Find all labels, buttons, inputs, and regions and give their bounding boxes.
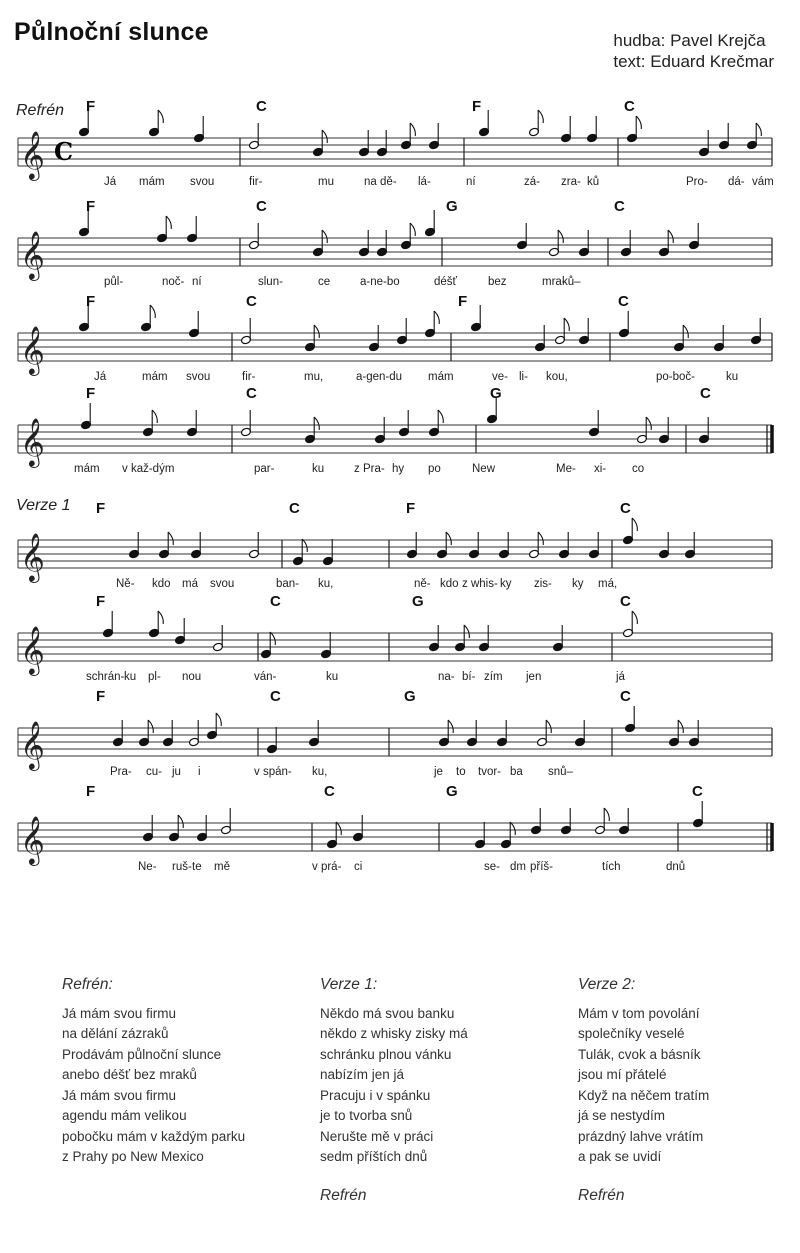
column-footer: Refrén [578, 1186, 625, 1204]
common-time-icon: C [54, 137, 74, 166]
lyric-syllable: ván- [254, 671, 277, 683]
lyric-line: Nerušte mě v práci [320, 1128, 434, 1144]
lyric-syllable: má [182, 578, 198, 590]
note-flag [158, 110, 163, 123]
lyric-line: na dělání zázraků [62, 1026, 169, 1041]
note-flag [448, 720, 453, 733]
lyric-syllable: xi- [594, 463, 607, 475]
note-flag [604, 808, 609, 821]
chord-symbol: C [246, 385, 257, 402]
lyric-syllable: mám [139, 176, 165, 188]
chord-symbol: C [692, 783, 703, 800]
lyric-syllable: ků– [562, 276, 581, 288]
note-flag [322, 130, 327, 143]
lyrics-credit: text: Eduard Krečmar [613, 52, 774, 71]
treble-clef-icon: 𝄞 [20, 625, 45, 674]
lyric-syllable: mám [74, 463, 100, 475]
lyric-syllable: mu [318, 176, 334, 188]
lyric-syllable: ku [326, 671, 339, 683]
lyric-syllable: ky [500, 578, 512, 590]
lyric-syllable: po-boč- [656, 371, 695, 383]
music-credit: hudba: Pavel Krejča [613, 31, 766, 50]
lyric-line: Mám v tom povolání [578, 1005, 700, 1021]
lyric-syllable: ce [318, 276, 331, 288]
note-flag [314, 417, 319, 430]
lyric-syllable: se- [484, 861, 500, 873]
lyric-syllable: zis- [534, 578, 552, 590]
note-flag [322, 230, 327, 243]
lyric-syllable: ku [124, 671, 137, 683]
lyric-syllable: mu, [304, 371, 324, 383]
chord-symbol: G [404, 688, 416, 705]
chord-symbol: F [472, 98, 482, 115]
lyric-syllable: v kaž-dým [122, 463, 175, 475]
note-flag [336, 822, 341, 835]
lyric-line: Prodávám půlnoční slunce [62, 1046, 222, 1062]
lyric-syllable: po [428, 463, 441, 475]
chord-symbol: C [270, 593, 281, 610]
lyric-syllable: Ne- [138, 861, 157, 873]
chord-symbol: G [446, 783, 458, 800]
lyric-syllable: Ně- [116, 578, 135, 590]
note-flag [632, 518, 637, 531]
note-flag [446, 532, 451, 545]
lyric-line: nabízím jen já [320, 1067, 405, 1082]
chord-symbol: F [86, 783, 96, 800]
lyric-line: sedm příštích dnů [320, 1149, 428, 1164]
lyric-line: jsou mí přátelé [578, 1067, 667, 1082]
lyric-syllable: mám [142, 371, 168, 383]
lyric-syllable: ve- [492, 371, 508, 383]
lyric-syllable: vám [752, 176, 774, 188]
treble-clef-icon: 𝄞 [20, 532, 45, 581]
lyric-syllable: svou [186, 371, 211, 383]
score-system [14, 783, 776, 915]
chord-symbol: F [406, 500, 416, 517]
chord-symbol: C [256, 98, 267, 115]
treble-clef-icon: 𝄞 [20, 325, 45, 374]
lyric-syllable: svou [190, 176, 215, 188]
note-flag [410, 223, 415, 236]
lyric-syllable: ní [466, 176, 476, 188]
lyric-syllable: kou, [546, 371, 568, 383]
note-flag [216, 713, 221, 726]
column-heading: Verze 2: [578, 976, 636, 993]
lyric-syllable: slun- [258, 276, 283, 288]
chord-symbol: C [614, 198, 625, 215]
chord-symbol: C [620, 500, 631, 517]
lyric-syllable: mra- [542, 276, 566, 288]
lyric-syllable: zá- [524, 176, 540, 188]
lyric-syllable: v prá- [312, 861, 342, 873]
note-flag [410, 123, 415, 136]
lyric-syllable: zra- [561, 176, 581, 188]
lyric-syllable: ci [354, 861, 363, 873]
song-title: Půlnoční slunce [14, 18, 209, 46]
lyric-line: je to tvorba snů [320, 1108, 413, 1123]
lyric-syllable: snů– [548, 766, 573, 778]
section-label-verze1: Verze 1 [16, 497, 71, 514]
note-flag [564, 318, 569, 331]
lyric-syllable: bí- [462, 671, 476, 683]
chord-symbol: F [86, 98, 96, 115]
lyric-syllable: na- [438, 671, 455, 683]
treble-clef-icon: 𝄞 [20, 417, 45, 466]
lyric-syllable: to [456, 766, 466, 778]
lyric-syllable: půl- [104, 276, 124, 288]
lyric-line: Já mám svou firmu [62, 1005, 177, 1021]
chord-symbol: C [324, 783, 335, 800]
lyric-syllable: tvor- [478, 766, 501, 778]
lyric-syllable: Pro- [686, 176, 708, 188]
lyric-line: Když na něčem tratím [578, 1087, 710, 1103]
lyrics-column-verze2 [578, 975, 800, 1206]
chord-symbol: C [246, 293, 257, 310]
score-system [14, 385, 776, 517]
lyric-syllable: z Pra- [354, 463, 385, 475]
lyric-syllable: dá- [728, 176, 745, 188]
lyric-syllable: par- [254, 463, 275, 475]
column-heading: Verze 1: [320, 976, 378, 993]
lyric-syllable: schrán- [86, 671, 125, 683]
lyric-syllable: z whis- [462, 578, 498, 590]
note-flag [678, 720, 683, 733]
note-flag [166, 216, 171, 229]
chord-symbol: G [446, 198, 458, 215]
note-flag [636, 116, 641, 129]
note-flag [168, 532, 173, 545]
lyric-syllable: ky [572, 578, 584, 590]
chord-symbol: F [86, 385, 96, 402]
note-flag [314, 325, 319, 338]
lyric-line: Tulák, cvok a básník [578, 1046, 701, 1062]
lyric-syllable: tích [602, 861, 621, 873]
lyric-line: schránku plnou vánku [320, 1046, 452, 1062]
note-flag [668, 230, 673, 243]
lyric-syllable: co [632, 463, 645, 475]
lyric-syllable: Já [104, 176, 117, 188]
lyric-line: anebo déšť bez mraků [62, 1067, 197, 1082]
lyric-syllable: já [616, 671, 625, 683]
lyric-syllable: Pra- [110, 766, 132, 778]
chord-symbol: C [700, 385, 711, 402]
lyric-syllable: na dě- [364, 176, 397, 188]
note-flag [302, 539, 307, 552]
lyric-line: z Prahy po New Mexico [62, 1149, 204, 1164]
lyric-syllable: a-gen-du [356, 371, 403, 383]
chord-symbol: C [289, 500, 300, 517]
lyric-syllable: ků [587, 176, 600, 188]
note-flag [538, 532, 543, 545]
lyric-syllable: Me- [556, 463, 576, 475]
lyric-syllable: cu- [146, 766, 162, 778]
lyric-syllable: hy [392, 463, 405, 475]
lyric-syllable: i [198, 766, 201, 778]
note-flag [632, 611, 637, 624]
lyric-syllable: déšť [434, 276, 457, 288]
lyric-line: prázdný lahve vrátím [578, 1128, 704, 1144]
note-flag [510, 822, 515, 835]
lyric-line: Pracuju i v spánku [320, 1087, 431, 1103]
lyric-syllable: ruš- [172, 861, 192, 873]
section-label-refren: Refrén [16, 102, 65, 119]
chord-symbol: F [96, 500, 106, 517]
lyric-syllable: pl- [148, 671, 161, 683]
chord-symbol: C [256, 198, 267, 215]
lyric-syllable: má, [598, 578, 618, 590]
lyric-syllable: ba [510, 766, 523, 778]
chord-symbol: G [490, 385, 502, 402]
lyric-line: pobočku mám v každým parku [62, 1128, 246, 1144]
note-flag [152, 410, 157, 423]
lyric-syllable: te [192, 861, 202, 873]
note-flag [158, 611, 163, 624]
treble-clef-icon: 𝄞 [20, 230, 45, 279]
lyric-syllable: li- [519, 371, 528, 383]
lyric-syllable: dnů [666, 861, 686, 873]
lyric-line: a pak se uvidí [578, 1149, 662, 1164]
lyric-syllable: ku, [312, 766, 328, 778]
chord-symbol: F [458, 293, 468, 310]
lyric-syllable: mám [428, 371, 454, 383]
chord-symbol: C [620, 593, 631, 610]
chord-symbol: C [618, 293, 629, 310]
lyric-syllable: v spán- [254, 766, 292, 778]
lyrics-column-refren [62, 975, 302, 1168]
lyric-line: Někdo má svou banku [320, 1005, 455, 1021]
lyrics-column-verze1 [320, 975, 560, 1206]
lyric-syllable: dm [510, 861, 526, 873]
column-footer: Refrén [320, 1186, 367, 1204]
chord-symbol: F [96, 593, 106, 610]
lyric-line: Já mám svou firmu [62, 1087, 177, 1103]
note-flag [756, 123, 761, 136]
column-heading: Refrén: [62, 976, 113, 993]
lyric-syllable: lá- [418, 176, 431, 188]
note-flag [683, 325, 688, 338]
note-flag [434, 311, 439, 324]
lyric-syllable: ně- [414, 578, 431, 590]
note-flag [438, 410, 443, 423]
treble-clef-icon: 𝄞 [20, 720, 45, 769]
lyric-syllable: a-ne-bo [360, 276, 400, 288]
lyric-syllable: fir- [242, 371, 256, 383]
lyric-syllable: je [434, 766, 443, 778]
chord-symbol: F [86, 293, 96, 310]
lyric-syllable: ku [312, 463, 325, 475]
lyric-line: společníky veselé [578, 1026, 685, 1041]
lyric-syllable: příš- [530, 861, 553, 873]
lyric-syllable: kdo [152, 578, 171, 590]
lyric-syllable: zím [484, 671, 503, 683]
note-flag [558, 230, 563, 243]
chord-symbol: C [270, 688, 281, 705]
lyric-syllable: kdo [440, 578, 459, 590]
chord-symbol: C [620, 688, 631, 705]
lyric-line: agendu mám velikou [62, 1108, 187, 1123]
note-flag [646, 417, 651, 430]
lyric-syllable: svou [210, 578, 235, 590]
note-flag [270, 632, 275, 645]
lyric-syllable: ku [726, 371, 739, 383]
lyric-syllable: mě [214, 861, 230, 873]
lyric-syllable: Já [94, 371, 107, 383]
lyric-line: někdo z whisky zisky má [320, 1026, 468, 1041]
lyric-syllable: fir- [249, 176, 263, 188]
staff [14, 803, 776, 883]
chord-symbol: F [96, 688, 106, 705]
treble-clef-icon: 𝄞 [20, 815, 45, 864]
chord-symbol: C [624, 98, 635, 115]
note-flag [464, 625, 469, 638]
chord-symbol: G [412, 593, 424, 610]
lyric-syllable: ní [192, 276, 202, 288]
lyric-syllable: bez [488, 276, 507, 288]
note-flag [178, 815, 183, 828]
treble-clef-icon: 𝄞 [20, 130, 45, 179]
credits [613, 30, 774, 72]
note-flag [546, 720, 551, 733]
note-flag [148, 720, 153, 733]
note-flag [538, 110, 543, 123]
chord-symbol: F [86, 198, 96, 215]
lyric-line: já se nestydím [578, 1108, 666, 1123]
lyric-syllable: ju [172, 766, 181, 778]
lyric-syllable: jen [526, 671, 542, 683]
lyric-syllable: ku, [318, 578, 334, 590]
lyric-syllable: nou [182, 671, 202, 683]
lyric-syllable: New [472, 463, 496, 475]
lyric-syllable: noč- [162, 276, 185, 288]
lyric-syllable: ban- [276, 578, 300, 590]
